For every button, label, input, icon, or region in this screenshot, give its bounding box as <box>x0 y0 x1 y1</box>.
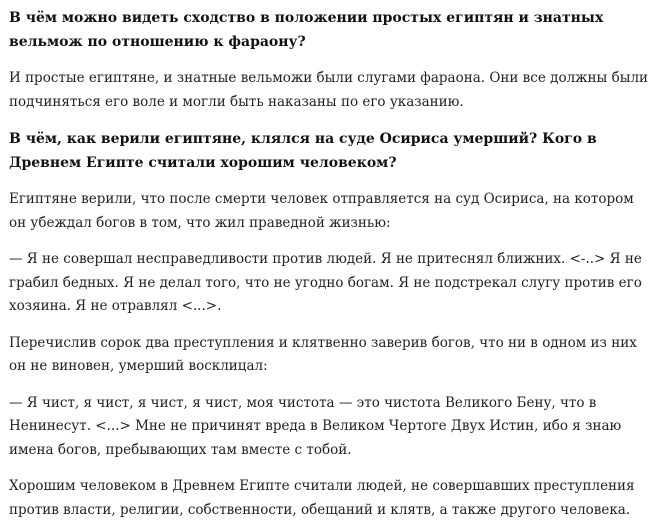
question-heading-2: В чём, как верили египтяне, клялся на суде Осириса умерший? Кого в Древнем Египте считали хорошим человеком? <box>9 131 597 171</box>
answer-paragraph-3: Перечислив сорок два преступления и клятвенно заверив богов, что ни в одном из них он не виновен, умерший восклицал: <box>9 334 637 374</box>
answer-paragraph-2: Египтяне верили, что после смерти человек отправляется на суд Осириса, на котором он убеждал богов в том, что жил праведной жизнью: <box>9 191 634 231</box>
answer-paragraph-1: И простые египтяне, и знатные вельможи были слугами фараона. Они все должны были подчиняться его воле и могли быть наказаны по его указанию. <box>9 70 649 110</box>
quote-paragraph-2: — Я чист, я чист, я чист, я чист, моя чистота — это чистота Великого Бену, что в Ненинесут. <...> Мне не причинят вреда в Великом Чертоге Двух Истин, ибо я знаю имена богов, пребывающих там вместе с тобой. <box>9 394 622 458</box>
answer-paragraph-4: Хорошим человеком в Древнем Египте считали людей, не совершавших преступления против власти, религии, собственности, обещаний и клятв, а также другого человека. <box>9 478 635 518</box>
quote-paragraph-1: — Я не совершал несправедливости против людей. Я не притеснял ближних. <-..> Я не грабил бедных. Я не делал того, что не угодно богам. Я не подстрекал слугу против его хозяина. Я не отравлял <...>. <box>9 251 642 314</box>
article-content <box>0 6 659 522</box>
question-heading-1: В чём можно видеть сходство в положении простых египтян и знатных вельмож по отношению к фараону? <box>9 10 604 50</box>
